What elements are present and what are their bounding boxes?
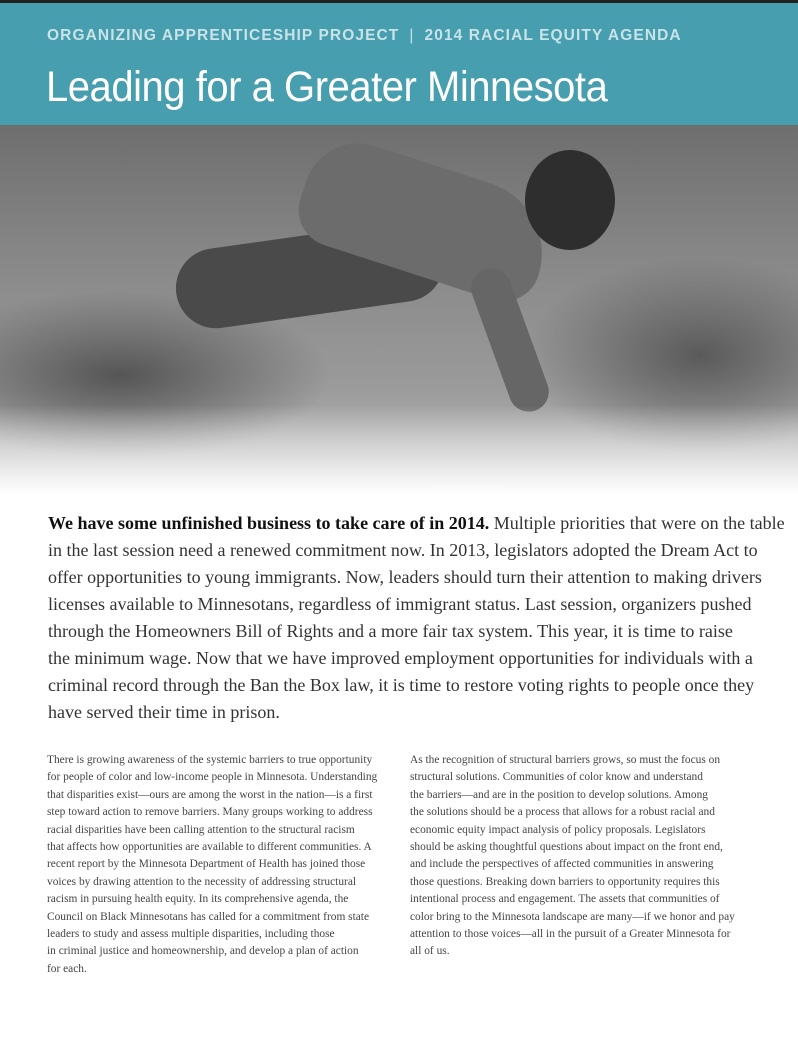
body-line: recent report by the Minnesota Department of Health has joined those [47, 858, 366, 871]
intro-lead: We have some unfinished business to take care of in 2014. [48, 513, 490, 533]
body-line: As the recognition of structural barriers grows, so must the focus on [410, 754, 721, 766]
photo-figure-head [525, 150, 615, 250]
photo-figure-arm [466, 263, 555, 418]
body-line: There is growing awareness of the systemic barriers to true opportunity [47, 754, 373, 766]
body-column-left [47, 752, 377, 978]
body-line: all of us. [410, 945, 450, 958]
body-line: should be asking thoughtful questions about impact on the front end, [410, 841, 723, 854]
body-line: step toward action to remove barriers. Many groups working to address [47, 806, 373, 819]
body-line: leaders to study and assess multiple disparities, including those [47, 928, 335, 941]
body-line: for each. [47, 962, 87, 975]
body-line: the barriers—and are in the position to develop solutions. Among [410, 788, 709, 801]
hero-photo [0, 125, 798, 495]
body-line: intentional process and engagement. The assets that communities of [410, 893, 720, 906]
body-line: color bring to the Minnesota landscape are many—if we honor and pay [410, 910, 735, 923]
intro-line: through the Homeowners Bill of Rights and a more fair tax system. This year, it is time to raise [48, 621, 733, 641]
body-line: and include the perspectives of affected communities in answering [410, 858, 714, 871]
body-line: racism in pursuing health equity. In its comprehensive agenda, the [47, 893, 349, 906]
body-line: for people of color and low-income people in Minnesota. Understanding [47, 771, 378, 784]
intro-line [48, 510, 785, 537]
intro-line: have served their time in prison. [48, 702, 280, 722]
body-line: Council on Black Minnesotans has called for a commitment from state [47, 910, 370, 923]
intro-line: the minimum wage. Now that we have improved employment opportunities for individuals with a [48, 648, 753, 668]
body-line: economic equity impact analysis of policy proposals. Legislators [410, 823, 706, 836]
intro-line-text: Multiple priorities that were on the table [489, 513, 785, 533]
header-banner [0, 3, 798, 125]
kicker-separator: | [409, 27, 415, 44]
intro-paragraph [48, 510, 785, 726]
body-line: that disparities exist—ours are among the worst in the nation—is a first [47, 788, 373, 801]
body-line: in criminal justice and homeownership, and develop a plan of action [47, 945, 359, 958]
header-kicker [47, 27, 682, 45]
photo-fade [0, 405, 798, 495]
intro-line: in the last session need a renewed commitment now. In 2013, legislators adopted the Dream Act to [48, 540, 758, 560]
body-line: attention to those voices—all in the pursuit of a Greater Minnesota for [410, 928, 731, 941]
intro-line: licenses available to Minnesotans, regardless of immigrant status. Last session, organizers pushed [48, 594, 752, 614]
body-line: voices by drawing attention to the necessity of addressing structural [47, 875, 357, 888]
body-line: that affects how opportunities are available to different communities. A [47, 841, 372, 854]
body-line: structural solutions. Communities of color know and understand [410, 771, 703, 784]
page-title: Leading for a Greater Minnesota [46, 63, 608, 111]
body-column-right [410, 752, 735, 961]
agenda-name: 2014 RACIAL EQUITY AGENDA [424, 27, 682, 44]
body-line: those questions. Breaking down barriers to opportunity requires this [410, 875, 720, 888]
body-line: the solutions should be a process that allows for a robust racial and [410, 806, 715, 819]
intro-line: criminal record through the Ban the Box law, it is time to restore voting rights to people once they [48, 675, 755, 695]
intro-line: offer opportunities to young immigrants. Now, leaders should turn their attention to making drivers [48, 567, 762, 587]
project-name: ORGANIZING APPRENTICESHIP PROJECT [47, 27, 400, 44]
body-line: racial disparities have been calling attention to the structural racism [47, 823, 355, 836]
